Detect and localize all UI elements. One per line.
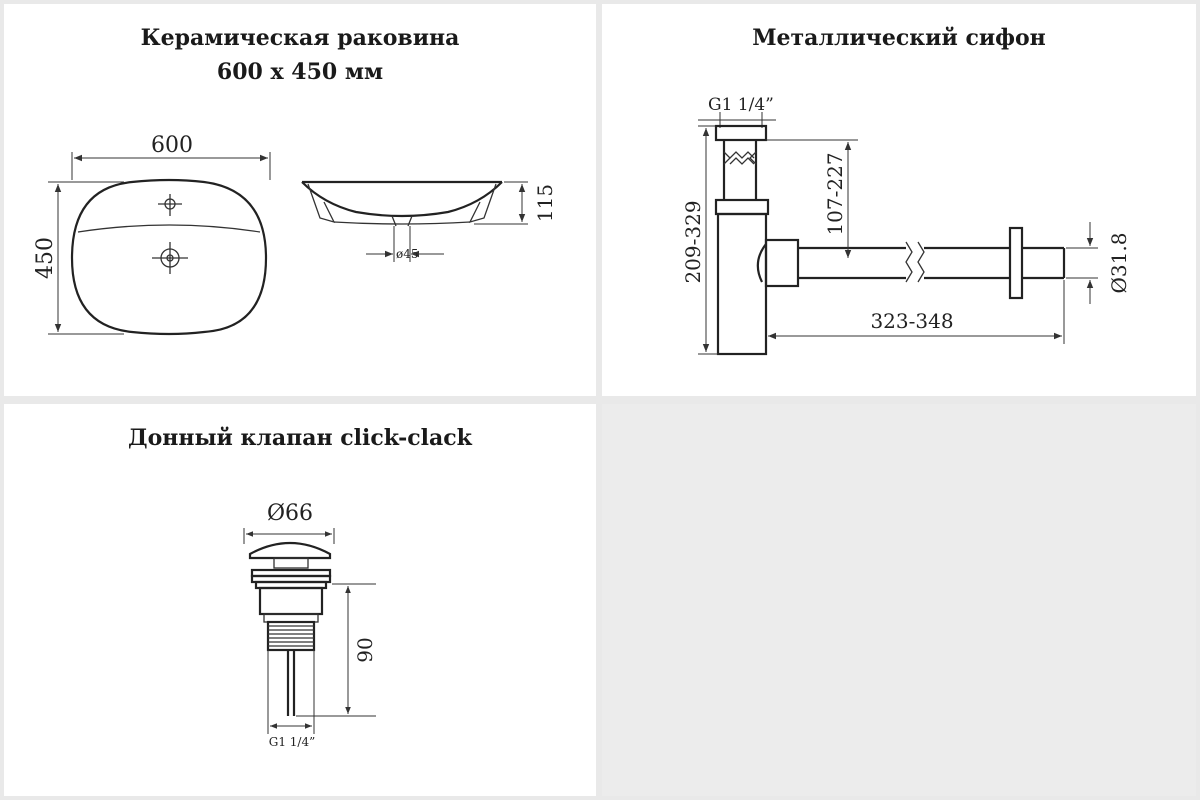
siphon-diameter-dimension bbox=[1066, 222, 1131, 304]
valve-cap-dimension bbox=[244, 501, 334, 544]
siphon-thread-label: G1 1/4” bbox=[708, 95, 774, 115]
sink-drain-dimension bbox=[366, 226, 444, 262]
valve-panel bbox=[4, 404, 596, 796]
empty-panel bbox=[602, 404, 1196, 796]
valve-title: Донный клапан click-clack bbox=[128, 425, 472, 451]
valve-thread-label: G1 1/4” bbox=[268, 735, 316, 749]
siphon-drawing bbox=[602, 4, 1196, 396]
sink-top-view bbox=[72, 180, 266, 334]
valve-height-label: 90 bbox=[353, 637, 377, 663]
siphon-length-label: 323-348 bbox=[870, 309, 954, 333]
valve-cap-label: Ø66 bbox=[266, 501, 314, 526]
sink-side-view bbox=[302, 182, 502, 226]
valve-body bbox=[250, 543, 330, 716]
sink-title-line1: Керамическая раковина bbox=[140, 25, 460, 51]
sink-height-dimension bbox=[33, 182, 124, 334]
sink-height-label: 450 bbox=[33, 237, 58, 279]
siphon-height-label: 209-329 bbox=[681, 200, 705, 284]
siphon-title: Металлический сифон bbox=[752, 25, 1046, 51]
siphon-body bbox=[716, 126, 798, 354]
siphon-length-dimension bbox=[768, 280, 1064, 344]
sink-width-label: 600 bbox=[151, 133, 193, 158]
sink-title-line2: 600 х 450 мм bbox=[216, 59, 384, 85]
sink-panel bbox=[4, 4, 596, 396]
valve-thread-dimension bbox=[268, 650, 315, 749]
siphon-inlet-label: 107-227 bbox=[823, 152, 847, 236]
siphon-outlet-pipe bbox=[798, 228, 1064, 298]
siphon-diameter-label: Ø31.8 bbox=[1107, 232, 1131, 294]
siphon-panel bbox=[602, 4, 1196, 396]
sink-width-dimension bbox=[72, 133, 270, 180]
siphon-height-dimension bbox=[681, 126, 718, 354]
sink-depth-label: 115 bbox=[533, 183, 557, 223]
sink-drain-label: ø45 bbox=[396, 247, 419, 261]
sink-drawing bbox=[4, 4, 596, 396]
valve-drawing bbox=[4, 404, 596, 796]
sink-depth-dimension bbox=[474, 182, 557, 224]
